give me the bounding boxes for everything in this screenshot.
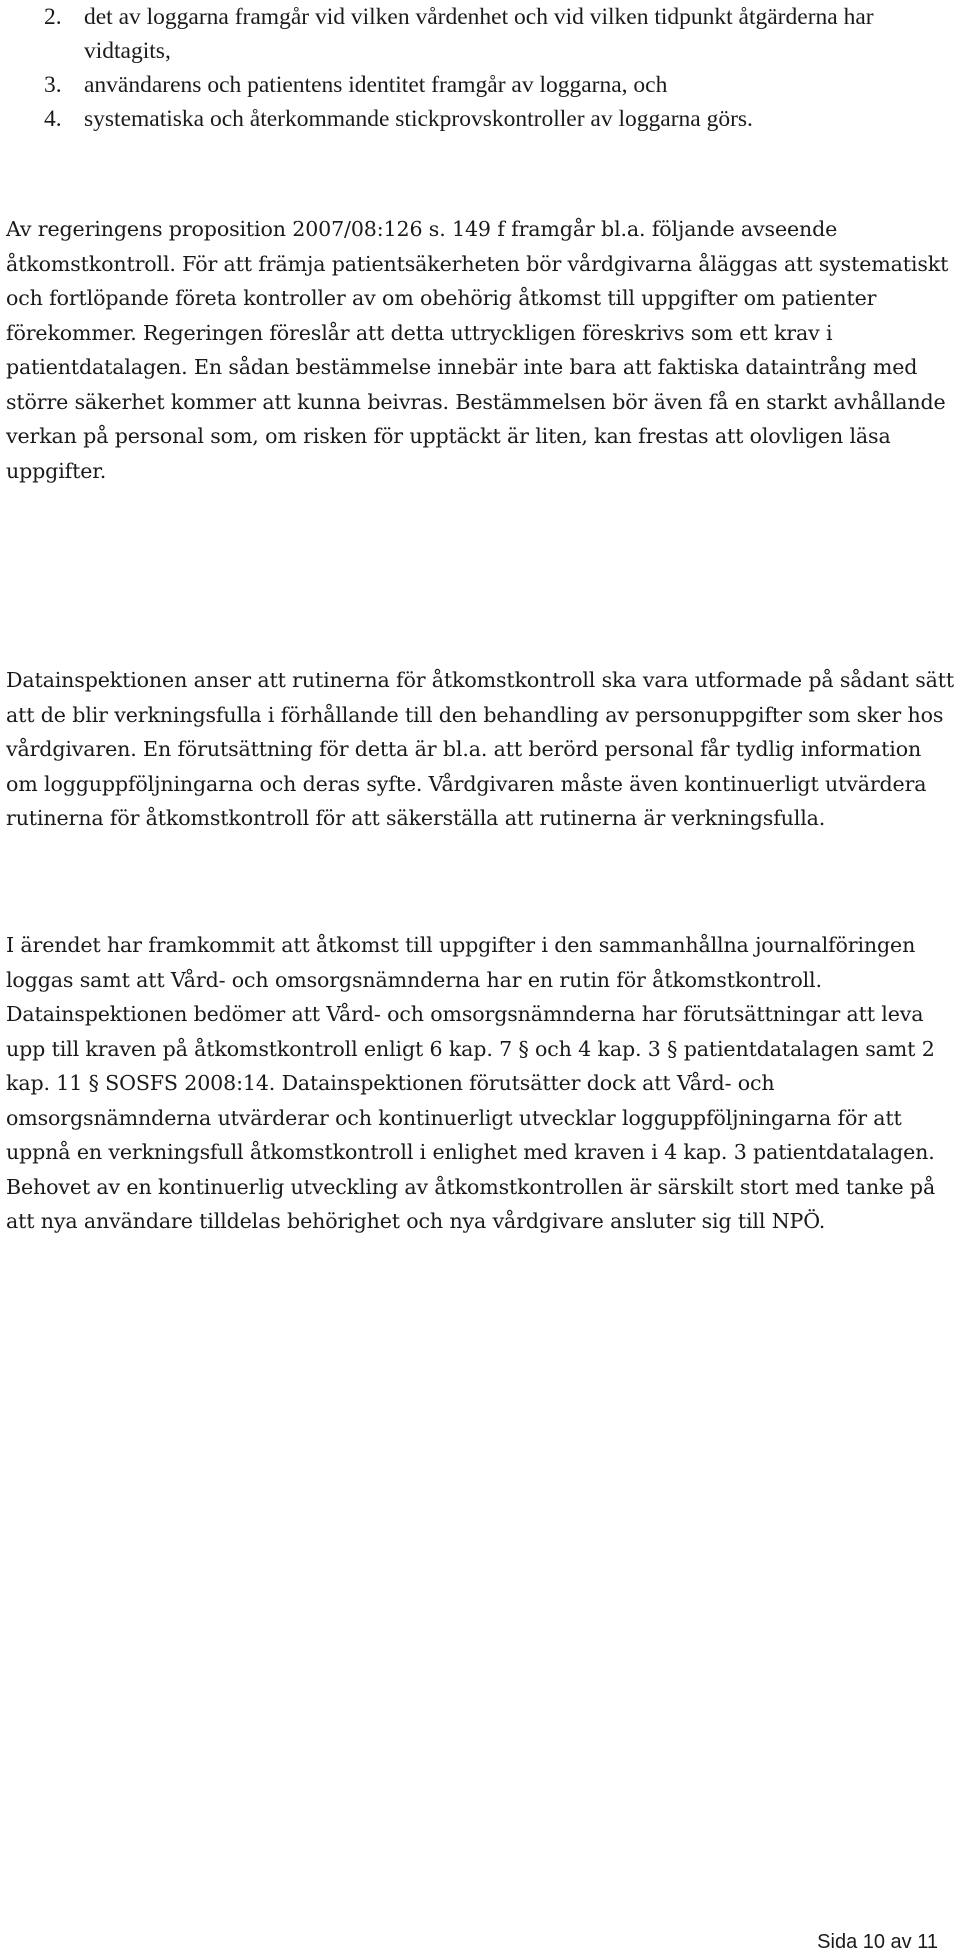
list-item-text: användarens och patientens identitet framgår av loggarna, och (84, 72, 668, 98)
list-item (44, 68, 944, 102)
paragraph-proposition: Av regeringens proposition 2007/08:126 s. 149 f framgår bl.a. följande avseende åtkomstkontroll. För att främja patientsäkerheten bör vårdgivarna åläggas att systematiskt och fortlöpande företa kontroller av om obehörig åtkomst till uppgifter om patienter förekommer. Regeringen föreslår att detta uttryckligen föreskrivs som ett krav i patientdatalagen. En sådan bestämmelse innebär inte bara att faktiska dataintrång med större säkerhet kommer att kunna beivras. Bestämmelsen bör även få en starkt avhållande verkan på personal som, om risken för upptäckt är liten, kan frestas att olovligen läsa uppgifter. (6, 217, 949, 483)
list-item-number: 2. (44, 4, 62, 30)
numbered-list (44, 0, 944, 136)
list-item (44, 102, 944, 136)
list-item-text: systematiska och återkommande stickprovskontroller av loggarna görs. (84, 106, 753, 132)
paragraph-assessment: Datainspektionen anser att rutinerna för åtkomstkontroll ska vara utformade på sådant sätt att de blir verkningsfulla i förhållande till den behandling av personuppgifter som sker hos vårdgivaren. En förutsättning för detta är bl.a. att berörd personal får tydlig information om logguppföljningarna och deras syfte. Vårdgivaren måste även kontinuerligt utvärdera rutinerna för åtkomstkontroll för att säkerställa att rutinerna är verkningsfulla. (6, 668, 955, 830)
page-number: Sida 10 av 11 (817, 1931, 938, 1953)
list-item (44, 0, 944, 68)
list-item-text: det av loggarna framgår vid vilken vårdenhet och vid vilken tidpunkt åtgärderna har vidtagits, (84, 4, 874, 64)
list-item-number: 4. (44, 106, 62, 132)
paragraph-case-findings: I ärendet har framkommit att åtkomst till uppgifter i den sammanhållna journalföringen loggas samt att Vård- och omsorgsnämnderna har en rutin för åtkomstkontroll. Datainspektionen bedömer att Vård- och omsorgsnämnderna har förutsättningar att leva upp till kraven på åtkomstkontroll enligt 6 kap. 7 § och 4 kap. 3 § patientdatalagen samt 2 kap. 11 § SOSFS 2008:14. Datainspektionen förutsätter dock att Vård- och omsorgsnämnderna utvärderar och kontinuerligt utvecklar logguppföljningarna för att uppnå en verkningsfull åtkomstkontroll i enlighet med kraven i 4 kap. 3 patientdatalagen. Behovet av en kontinuerlig utveckling av åtkomstkontrollen är särskilt stort med tanke på att nya användare tilldelas behörighet och nya vårdgivare ansluter sig till NPÖ. (6, 933, 936, 1233)
list-item-number: 3. (44, 72, 62, 98)
